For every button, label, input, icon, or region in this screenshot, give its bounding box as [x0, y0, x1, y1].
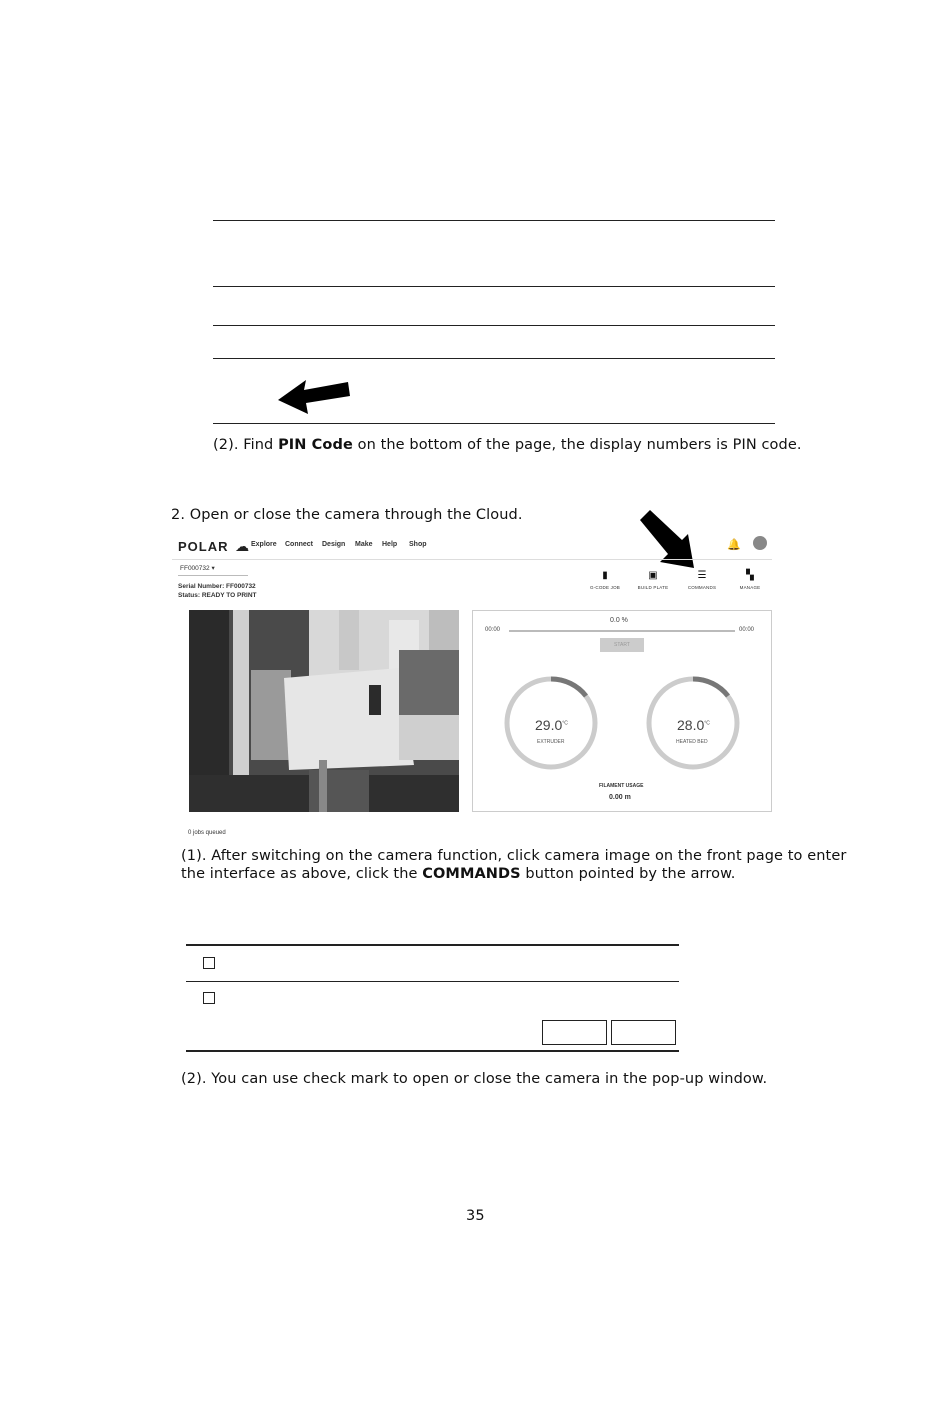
build-plate-button[interactable]: ▣ BUILD PLATE — [628, 570, 678, 590]
arrow-left-icon — [278, 376, 352, 416]
extruder-temp: $29.0^{^\circ C}$ — [535, 717, 568, 733]
commands-caption-line1: (1). After switching on the camera function, click camera image on the front page to enter — [181, 848, 847, 864]
polar-logo: POLAR ☁ — [178, 538, 251, 554]
printer-select-underline — [178, 575, 248, 576]
filament-value: 0.00 m — [609, 794, 631, 801]
section-heading: 2. Open or close the camera through the Cloud. — [171, 507, 523, 523]
nav-connect[interactable]: Connect — [285, 541, 313, 548]
nav-help[interactable]: Help — [382, 541, 398, 548]
extruder-label: EXTRUDER — [537, 739, 565, 745]
checkbox-2[interactable] — [203, 992, 215, 1004]
cloud-interface-screenshot — [172, 530, 778, 845]
nav-shop[interactable]: Shop — [409, 541, 427, 548]
nav-design[interactable]: Design — [322, 541, 346, 548]
printer-status: Status: READY TO PRINT — [178, 592, 257, 599]
progress-track — [509, 630, 735, 632]
nav-make[interactable]: Make — [355, 541, 373, 548]
commands-caption-line2: the interface as above, click the COMMANDS button pointed by the arrow. — [181, 866, 736, 882]
nav-explore[interactable]: Explore — [251, 541, 277, 548]
table-rule-3 — [213, 325, 775, 326]
table-rule-2 — [213, 286, 775, 287]
page-number: 35 — [466, 1208, 485, 1224]
bell-icon[interactable]: 🔔 — [727, 539, 741, 551]
progress-percent: 0.0 % — [610, 617, 628, 624]
time-elapsed: 00:00 — [485, 627, 501, 633]
table-rule-4 — [213, 358, 775, 359]
camera-image[interactable] — [189, 610, 459, 812]
list-icon: ☰ — [697, 570, 707, 581]
checkmark-caption: (2). You can use check mark to open or close the camera in the pop-up window. — [181, 1071, 768, 1087]
table-rule-5 — [213, 423, 775, 424]
heated-bed-temp: $28.0^{^\circ C}$ — [677, 717, 710, 733]
time-remaining: 00:00 — [739, 627, 755, 633]
printer-select[interactable]: FF000732 ▾ — [180, 565, 215, 572]
popup-rule-middle — [186, 981, 679, 982]
popup-rule-top — [186, 944, 679, 946]
serial-number: Serial Number: FF000732 — [178, 583, 256, 590]
manage-button[interactable]: ▚ MANAGE — [725, 570, 775, 590]
checkbox-1[interactable] — [203, 957, 215, 969]
nav-divider — [172, 559, 772, 560]
file-icon: ▮ — [602, 570, 608, 581]
heated-bed-label: HEATED BED — [676, 739, 708, 745]
chevron-down-icon: ▾ — [211, 565, 215, 572]
gcode-job-button[interactable]: ▮ G-CODE JOB — [580, 570, 630, 590]
popup-button-1[interactable] — [542, 1020, 607, 1045]
commands-button[interactable]: ☰ COMMANDS — [677, 570, 727, 590]
popup-rule-bottom — [186, 1050, 679, 1052]
table-rule-1 — [213, 220, 775, 221]
avatar[interactable] — [753, 536, 767, 550]
start-button[interactable]: START — [600, 638, 644, 652]
popup-button-2[interactable] — [611, 1020, 676, 1045]
queue-status: 0 jobs queued — [188, 830, 226, 836]
status-panel — [472, 610, 772, 812]
grid-icon: ▚ — [746, 570, 754, 581]
image-icon: ▣ — [648, 570, 658, 581]
filament-label: FILAMENT USAGE — [599, 783, 644, 789]
cloud-icon: ☁ — [235, 538, 251, 554]
pin-code-caption: (2). Find PIN Code on the bottom of the page, the display numbers is PIN code. — [213, 437, 802, 453]
